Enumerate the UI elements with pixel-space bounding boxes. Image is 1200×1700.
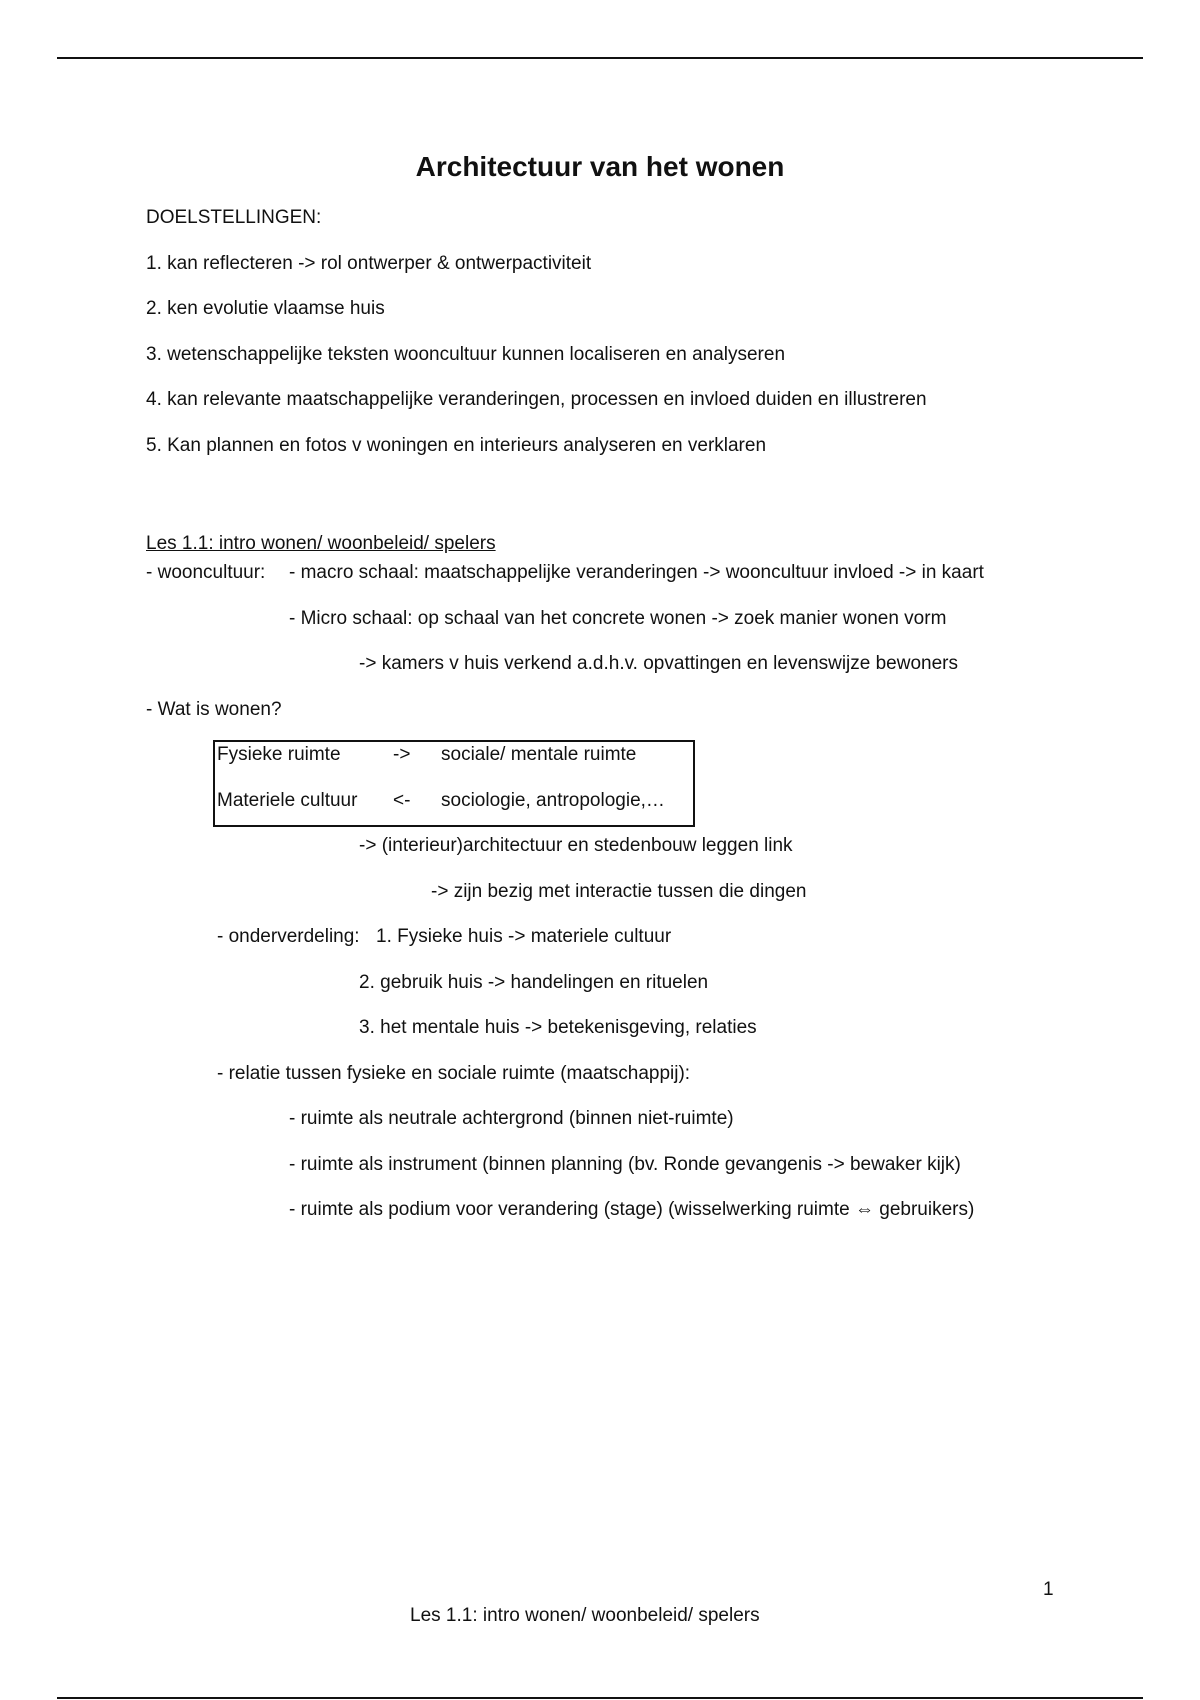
objective-item: 3. wetenschappelijke teksten wooncultuur kunnen localiseren en analyseren (146, 344, 786, 365)
relation-item: - ruimte als neutrale achtergrond (binnen niet-ruimte) (289, 1108, 734, 1129)
macro-line: - macro schaal: maatschappelijke veranderingen -> wooncultuur invloed -> in kaart (289, 562, 984, 583)
relation-item: - ruimte als podium voor verandering (stage) (wisselwerking ruimte ⇔ gebruikers) (289, 1199, 975, 1220)
box-row1-arrow: -> (393, 744, 411, 765)
box-row2-left: Materiele cultuur (217, 790, 358, 811)
link-sub-line: -> zijn bezig met interactie tussen die dingen (431, 881, 807, 902)
box-row1-left: Fysieke ruimte (217, 744, 341, 765)
subdivision-item: 1. Fysieke huis -> materiele cultuur (376, 926, 672, 947)
micro-sub-line: -> kamers v huis verkend a.d.h.v. opvattingen en levenswijze bewoners (359, 653, 958, 674)
subdivision-label: - onderverdeling: (217, 926, 360, 947)
objective-item: 5. Kan plannen en fotos v woningen en interieurs analyseren en verklaren (146, 435, 767, 456)
page-number: 1 (1043, 1579, 1054, 1600)
relation-line: - relatie tussen fysieke en sociale ruimte (maatschappij): (217, 1063, 691, 1084)
question-line: - Wat is wonen? (146, 699, 282, 720)
subdivision-item: 2. gebruik huis -> handelingen en rituelen (359, 972, 709, 993)
micro-line: - Micro schaal: op schaal van het concrete wonen -> zoek manier wonen vorm (289, 608, 947, 629)
page-title: Architectuur van het wonen (415, 151, 785, 182)
link-line: -> (interieur)architectuur en stedenbouw leggen link (359, 835, 793, 856)
footer-rule (57, 1697, 1143, 1699)
objective-item: 1. kan reflecteren -> rol ontwerper & ontwerpactiviteit (146, 253, 592, 274)
page-footer: Les 1.1: intro wonen/ woonbeleid/ spelers (410, 1605, 760, 1626)
box-row2-arrow: <- (393, 790, 411, 811)
objectives-heading: DOELSTELLINGEN: (146, 207, 322, 228)
objective-item: 2. ken evolutie vlaamse huis (146, 298, 385, 319)
wooncultuur-label: - wooncultuur: (146, 562, 266, 583)
header-rule (57, 57, 1143, 59)
section-heading: Les 1.1: intro wonen/ woonbeleid/ spelers (146, 533, 496, 554)
subdivision-item: 3. het mentale huis -> betekenisgeving, relaties (359, 1017, 757, 1038)
relation-item: - ruimte als instrument (binnen planning (bv. Ronde gevangenis -> bewaker kijk) (289, 1154, 961, 1175)
box-row2-right: sociologie, antropologie,… (441, 790, 665, 811)
box-row1-right: sociale/ mentale ruimte (441, 744, 637, 765)
objective-item: 4. kan relevante maatschappelijke veranderingen, processen en invloed duiden en illustreren (146, 389, 927, 410)
